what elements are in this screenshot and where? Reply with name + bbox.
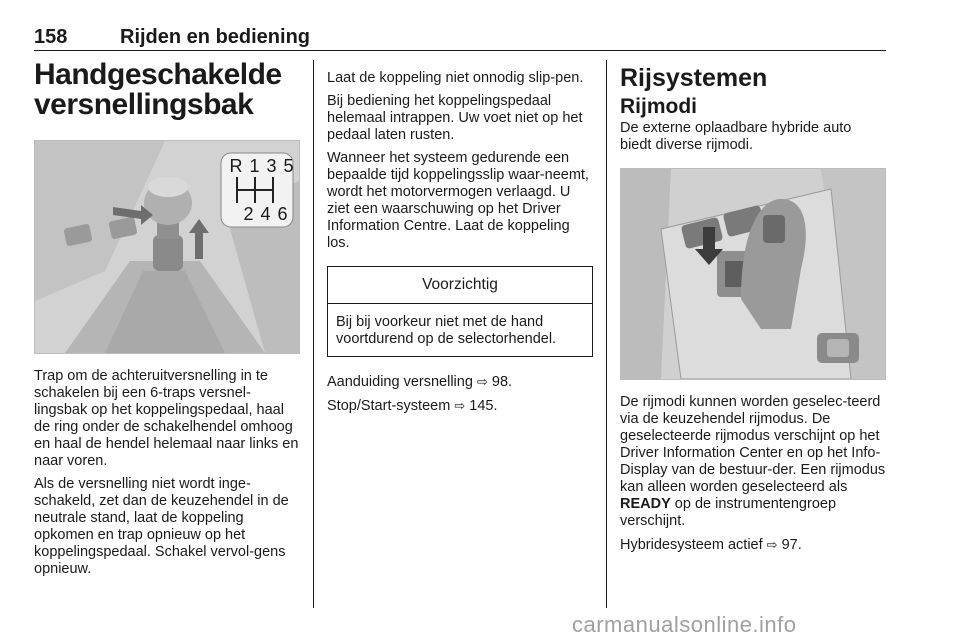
column-3: [620, 60, 886, 560]
column-divider-2: [606, 60, 607, 608]
caution-box: [327, 266, 593, 357]
caution-title: Voorzichtig: [328, 267, 592, 304]
reference-text: Aanduiding versnelling: [327, 374, 473, 390]
ready-indicator-text: READY: [620, 496, 671, 512]
drive-mode-selection-paragraph: [620, 394, 886, 530]
column-divider-1: [313, 60, 314, 608]
shift-pattern-bottom-label: 2 4 6: [243, 204, 289, 224]
reference-text: Hybridesysteem actief: [620, 537, 763, 553]
header-divider: [34, 50, 886, 51]
column-2: [327, 60, 593, 421]
column-1: [34, 60, 300, 584]
caution-text: Bij bij voorkeur niet met de hand voortdurend op de selectorhendel.: [336, 314, 557, 347]
drive-systems-heading: Rijsystemen: [620, 64, 768, 92]
drive-modes-intro: De externe oplaadbare hybride auto biedt diverse rijmodi.: [620, 120, 852, 153]
drive-mode-text-end: op de instrumentengroep verschijnt.: [620, 496, 837, 529]
reference-page: 98.: [491, 374, 513, 390]
manual-gearbox-heading: Handgeschakelde versnellingsbak: [34, 58, 282, 121]
hybrid-system-reference: [620, 536, 886, 554]
page-reference-icon: ⇨: [454, 398, 466, 413]
section-title: Rijden en bediening: [120, 26, 311, 48]
gear-indicator-reference: [327, 373, 593, 391]
page-header: [34, 26, 886, 50]
stop-start-reference: [327, 397, 593, 415]
reverse-gear-paragraph: Trap om de achteruitversnelling in te schakelen bij een 6-traps versnel-lingsbak op het koppelingspedaal, haal de ring onder de schakelhendel omhoog en haal de hendel helemaal naar links en naar voren.: [34, 368, 299, 469]
page-number: 158: [34, 26, 68, 48]
watermark: carmanualsonline.info: [572, 612, 797, 637]
shift-pattern-top-label: R 1 3 5: [229, 156, 295, 176]
clutch-slip-paragraph: Laat de koppeling niet onnodig slip-pen.: [327, 70, 584, 86]
drive-mode-text: De rijmodi kunnen worden geselec-teerd via de keuzehendel rijmodus. De geselecteerde rijmodus verschijnt op het Driver Information Center en op het Info-Display van de bestuur-der. Een rijmodus kan alleen worden geselecteerd als: [620, 394, 886, 495]
gear-not-engaged-paragraph: Als de versnelling niet wordt inge-schakeld, zet dan de keuzehendel in de neutrale stand, laat de koppeling opkomen en trap opnieuw op het koppelingspedaal. Schakel vervol-gens opnieuw.: [34, 476, 289, 577]
reference-page: 145.: [469, 398, 498, 414]
clutch-pedal-paragraph: Bij bediening het koppelingspedaal helemaal intrappen. Uw voet niet op het pedaal laten rusten.: [327, 93, 583, 143]
drive-mode-selector-illustration: [620, 168, 886, 380]
clutch-warning-paragraph: Wanneer het systeem gedurende een bepaalde tijd koppelingsslip waar-neemt, wordt het motorvermogen verlaagd. U ziet een waarschuwing op het Driver Information Centre. Laat de koppeling los.: [327, 150, 589, 251]
page-reference-icon: ⇨: [766, 537, 778, 552]
page-reference-icon: ⇨: [476, 374, 488, 389]
reference-page: 97.: [781, 537, 802, 553]
reference-text: Stop/Start-systeem: [327, 398, 451, 414]
drive-modes-subheading: Rijmodi: [620, 95, 697, 118]
